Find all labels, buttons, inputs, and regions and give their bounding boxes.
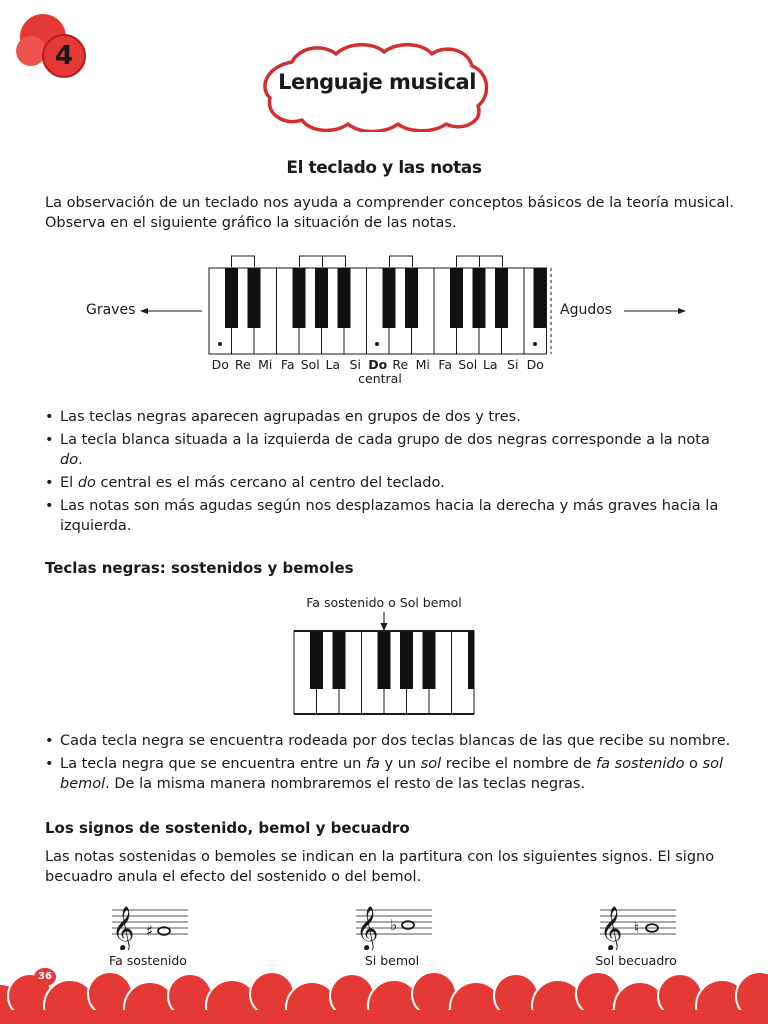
page-title: Lenguaje musical [278,70,476,94]
list-item [45,430,735,470]
list-item [45,473,735,493]
right-arrow [622,304,688,318]
bullet-text: y un [379,756,421,772]
note-label: Mi [258,357,273,372]
graves-label: Graves [86,302,136,318]
black-keys-facts-list [45,731,735,797]
bottom-cloud-border [0,960,768,1024]
bullet-text: Cada tecla negra se encuentra rodeada por dos teclas blancas de las que recibe su nombre. [60,733,731,749]
black-key [473,268,486,328]
do-high-marker-dot [533,342,537,346]
note-label: Si [349,357,361,372]
note-label: Do [368,357,388,372]
bullet-text: . De la misma manera nombraremos el resto de las teclas negras. [105,776,586,792]
bullet-text: o [684,756,703,772]
list-item [45,407,735,427]
accidental-sign: ♮ [634,919,640,937]
example-label: Si bemol [364,953,420,968]
chapter-number: 4 [54,41,74,71]
staff-example [352,898,436,950]
staff-example [596,898,680,950]
central-label: central [358,371,402,386]
bullet-text: Las notas son más agudas según nos desplazamos hacia la derecha y más graves hacia la izquierda. [60,498,719,534]
note-label: Si [507,357,519,372]
black-key [225,268,238,328]
list-item [45,496,735,536]
example-label: Fa sostenido [109,953,187,968]
black-key [423,631,436,689]
black-key [248,268,261,328]
black-key-edge [468,631,474,689]
black-key [293,268,306,328]
left-arrow [140,304,206,318]
treble-clef-icon: 𝄞 [112,906,135,950]
treble-clef-icon: 𝄞 [356,906,379,950]
group-brackets [232,256,503,267]
signs-paragraph: Las notas sostenidas o bemoles se indican en la partitura con los siguientes signos. El signo becuadro anula el efecto del sostenido o del bemol. [45,849,715,885]
black-key [310,631,323,689]
keyboard-diagram [200,252,560,358]
italic-note: do [60,452,79,468]
keyboard-facts-list [45,407,735,539]
note-label: Sol [458,357,478,372]
bullet-text: recibe el nombre de [441,756,596,772]
note-label: Mi [415,357,430,372]
treble-clef-icon: 𝄞 [600,906,623,950]
black-key [405,268,418,328]
note-label: Fa [280,357,295,372]
do-central-marker-dot [375,342,379,346]
black-key [338,268,351,328]
note-label: Re [392,357,409,372]
signs-heading: Los signos de sostenido, bemol y becuadro [45,819,410,837]
black-key [333,631,346,689]
italic-note: do [77,475,96,491]
accidental-sign: ♯ [146,922,154,940]
bullet-text: Las teclas negras aparecen agrupadas en grupos de dos y tres. [60,409,521,425]
black-key [400,631,413,689]
do-marker-dot [218,342,222,346]
bullet-text: El [60,475,78,491]
section-title: El teclado y las notas [286,158,482,178]
note-label: La [325,357,341,372]
agudos-label: Agudos [560,302,613,318]
black-key [534,268,547,328]
note-label: La [482,357,498,372]
bullet-text: La tecla negra que se encuentra entre un [60,756,366,772]
black-key [450,268,463,328]
black-key [495,268,508,328]
black-keys-heading: Teclas negras: sostenidos y bemoles [45,559,354,577]
accidental-sign: ♭ [390,916,398,934]
staff-example [108,898,192,950]
intro-paragraph: La observación de un teclado nos ayuda a comprender conceptos básicos de la teoría musical. Observa en el siguiente gráfico la situación de las notas. [45,195,734,231]
italic-note: fa [365,756,380,772]
black-key [315,268,328,328]
fa-sostenido-label: Fa sostenido o Sol bemol [306,595,462,610]
note-label: Do [211,357,229,372]
list-item [45,731,735,751]
note-label: Sol [300,357,320,372]
example-label: Sol becuadro [595,953,677,968]
page-number: 36 [34,968,56,986]
bullet-text: central es el más cercano al centro del teclado. [95,475,445,491]
italic-note: sol [420,756,442,772]
bullet-text: La tecla blanca situada a la izquierda de cada grupo de dos negras corresponde a la nota [60,432,710,448]
note-label: Fa [438,357,453,372]
italic-note: sol bemol [60,756,724,792]
list-item [45,754,735,794]
bullet-text: . [78,452,83,468]
italic-note: fa sostenido [595,756,685,772]
keyboard-detail [292,628,478,718]
note-label: Do [526,357,544,372]
black-key [378,631,391,689]
black-key [383,268,396,328]
note-label: Re [234,357,251,372]
